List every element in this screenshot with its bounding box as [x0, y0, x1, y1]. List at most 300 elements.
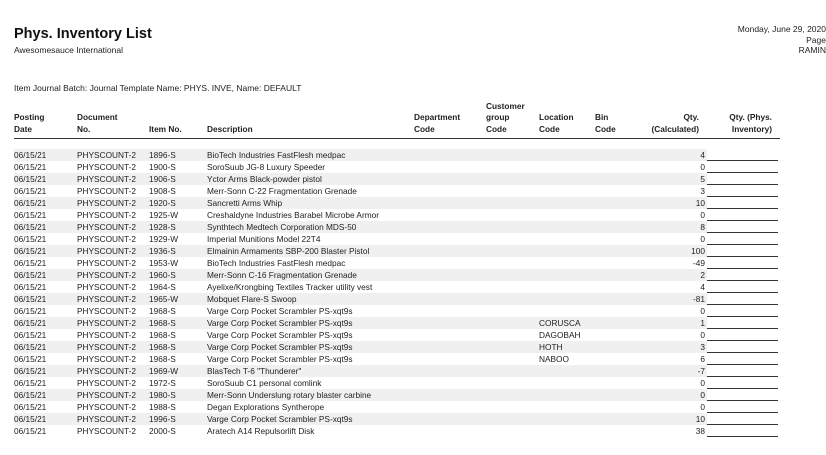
description-cell: SoroSuub JG-8 Luxury Speeder [207, 162, 326, 172]
qty-phys-inventory-cell [707, 401, 780, 413]
posting-date-cell: 06/15/21 [14, 282, 47, 292]
qty-phys-inventory-cell [707, 353, 780, 365]
location-code-cell [539, 281, 595, 293]
customer-group-code-cell [486, 173, 539, 185]
department-code-cell [414, 329, 486, 341]
qty-phys-inventory-cell [707, 281, 780, 293]
bin-code-cell [595, 197, 643, 209]
posting-date-cell: 06/15/21 [14, 378, 47, 388]
department-code-cell [414, 317, 486, 329]
table-row [14, 185, 780, 197]
department-code-cell [414, 197, 486, 209]
bin-code-cell [595, 149, 643, 161]
posting-date-cell: 06/15/21 [14, 210, 47, 220]
description-cell: Degan Explorations Syntherope [207, 402, 325, 412]
description-cell: Imperial Munitions Model 22T4 [207, 234, 321, 244]
posting-date-cell: 06/15/21 [14, 293, 77, 305]
qty-phys-inventory-cell [707, 305, 780, 317]
customer-group-code-cell [486, 257, 539, 269]
bin-code-cell [595, 221, 643, 233]
table-row [14, 425, 780, 437]
location-code-cell [539, 149, 595, 161]
qty-calculated-cell: 0 [700, 234, 705, 244]
qty-entry-line [707, 150, 778, 161]
item-no-cell: 1960-S [149, 269, 207, 281]
posting-date-cell: 06/15/21 [14, 317, 77, 329]
qty-calculated-cell: 8 [643, 221, 707, 233]
item-no-cell: 1936-S [149, 245, 207, 257]
description-cell: Merr-Sonn C-22 Fragmentation Grenade [207, 186, 357, 196]
qty-calculated-cell: 3 [700, 186, 705, 196]
description-cell: Varge Corp Pocket Scrambler PS-xqt9s [207, 317, 414, 329]
department-code-cell [414, 209, 486, 221]
qty-phys-inventory-cell [707, 209, 780, 221]
qty-calculated-cell: -49 [693, 258, 705, 268]
document-no-cell: PHYSCOUNT-2 [77, 269, 149, 281]
table-row [14, 161, 780, 173]
bin-code-cell [595, 269, 643, 281]
qty-entry-line [707, 366, 778, 377]
bin-code-cell [595, 173, 643, 185]
description-cell: BioTech Industries FastFlesh medpac [207, 149, 414, 161]
item-no-cell: 1996-S [149, 413, 207, 425]
customer-group-code-cell [486, 401, 539, 413]
document-no-cell: PHYSCOUNT-2 [77, 354, 137, 364]
description-cell: Ayelixe/Krongbing Textiles Tracker utility vest [207, 282, 373, 292]
document-no-cell: PHYSCOUNT-2 [77, 378, 137, 388]
company-name: Awesomesauce International [14, 45, 123, 55]
bin-code-cell [595, 233, 643, 245]
journal-batch-info: Item Journal Batch: Journal Template Name: PHYS. INVE, Name: DEFAULT [14, 83, 302, 93]
qty-phys-inventory-cell [707, 245, 780, 257]
qty-calculated-cell: 4 [700, 282, 705, 292]
item-no-cell: 1908-S [149, 186, 176, 196]
document-no-cell: PHYSCOUNT-2 [77, 258, 137, 268]
department-code-cell [414, 293, 486, 305]
col-qty-phys-inventory: Qty. (Phys. Inventory) [707, 100, 780, 139]
location-code-cell [539, 365, 595, 377]
customer-group-code-cell [486, 389, 539, 401]
bin-code-cell [595, 305, 643, 317]
customer-group-code-cell [486, 365, 539, 377]
posting-date-cell: 06/15/21 [14, 269, 77, 281]
description-cell: Merr-Sonn Underslung rotary blaster carbine [207, 389, 414, 401]
table-row [14, 365, 780, 377]
posting-date-cell: 06/15/21 [14, 221, 77, 233]
qty-calculated-cell: 2 [643, 269, 707, 281]
qty-phys-inventory-cell [707, 341, 780, 353]
col-item-no: Item No. [149, 100, 207, 139]
qty-calculated-cell: 1 [643, 317, 707, 329]
posting-date-cell: 06/15/21 [14, 330, 47, 340]
document-no-cell: PHYSCOUNT-2 [77, 210, 137, 220]
bin-code-cell [595, 293, 643, 305]
qty-entry-line [707, 210, 778, 221]
user-id: RAMIN [798, 45, 826, 55]
qty-calculated-cell: -81 [643, 293, 707, 305]
table-row [14, 197, 780, 209]
department-code-cell [414, 149, 486, 161]
bin-code-cell [595, 209, 643, 221]
table-row [14, 377, 780, 389]
qty-entry-line [707, 222, 778, 233]
bin-code-cell [595, 317, 643, 329]
item-no-cell: 1896-S [149, 149, 207, 161]
qty-calculated-cell: 3 [643, 341, 707, 353]
qty-entry-line [707, 270, 778, 281]
qty-phys-inventory-cell [707, 221, 780, 233]
report-date: Monday, June 29, 2020 [737, 24, 826, 34]
table-row [14, 401, 780, 413]
department-code-cell [414, 185, 486, 197]
customer-group-code-cell [486, 161, 539, 173]
location-code-cell: CORUSCA [539, 317, 595, 329]
qty-calculated-cell: 10 [643, 413, 707, 425]
posting-date-cell: 06/15/21 [14, 258, 47, 268]
qty-phys-inventory-cell [707, 185, 780, 197]
bin-code-cell [595, 329, 643, 341]
posting-date-cell: 06/15/21 [14, 234, 47, 244]
item-no-cell: 1968-S [149, 341, 207, 353]
document-no-cell: PHYSCOUNT-2 [77, 282, 137, 292]
posting-date-cell: 06/15/21 [14, 365, 77, 377]
table-row [14, 149, 780, 161]
location-code-cell [539, 401, 595, 413]
description-cell: Varge Corp Pocket Scrambler PS-xqt9s [207, 306, 353, 316]
item-no-cell: 2000-S [149, 426, 176, 436]
qty-entry-line [707, 282, 778, 293]
qty-entry-line [707, 426, 778, 437]
qty-calculated-cell: 38 [695, 426, 705, 436]
customer-group-code-cell [486, 317, 539, 329]
location-code-cell [539, 185, 595, 197]
qty-phys-inventory-cell [707, 173, 780, 185]
description-cell: Varge Corp Pocket Scrambler PS-xqt9s [207, 341, 414, 353]
description-cell: Mobquet Flare-S Swoop [207, 293, 414, 305]
department-code-cell [414, 233, 486, 245]
description-cell: Varge Corp Pocket Scrambler PS-xqt9s [207, 330, 353, 340]
table-row [14, 209, 780, 221]
description-cell: BlasTech T-6 "Thunderer" [207, 365, 414, 377]
customer-group-code-cell [486, 209, 539, 221]
department-code-cell [414, 365, 486, 377]
location-code-cell [539, 413, 595, 425]
location-code-cell: DAGOBAH [539, 330, 581, 340]
posting-date-cell: 06/15/21 [14, 402, 47, 412]
document-no-cell: PHYSCOUNT-2 [77, 234, 137, 244]
customer-group-code-cell [486, 221, 539, 233]
col-bin-code: Bin Code [595, 100, 643, 139]
qty-entry-line [707, 402, 778, 413]
qty-calculated-cell: 10 [643, 197, 707, 209]
bin-code-cell [595, 161, 643, 173]
qty-entry-line [707, 378, 778, 389]
item-no-cell: 1969-W [149, 365, 207, 377]
inventory-table [14, 100, 780, 437]
item-no-cell: 1968-S [149, 354, 176, 364]
document-no-cell: PHYSCOUNT-2 [77, 426, 137, 436]
posting-date-cell: 06/15/21 [14, 173, 77, 185]
location-code-cell [539, 221, 595, 233]
customer-group-code-cell [486, 149, 539, 161]
bin-code-cell [595, 401, 643, 413]
item-no-cell: 1964-S [149, 282, 176, 292]
department-code-cell [414, 305, 486, 317]
customer-group-code-cell [486, 425, 539, 437]
item-no-cell: 1965-W [149, 293, 207, 305]
customer-group-code-cell [486, 293, 539, 305]
col-document-no: Document No. [77, 100, 149, 139]
report-title: Phys. Inventory List [14, 26, 152, 42]
bin-code-cell [595, 389, 643, 401]
qty-phys-inventory-cell [707, 365, 780, 377]
customer-group-code-cell [486, 413, 539, 425]
qty-calculated-cell: 0 [700, 162, 705, 172]
qty-calculated-cell: 0 [700, 306, 705, 316]
document-no-cell: PHYSCOUNT-2 [77, 317, 149, 329]
page-label: Page [806, 34, 826, 45]
department-code-cell [414, 389, 486, 401]
document-no-cell: PHYSCOUNT-2 [77, 306, 137, 316]
qty-phys-inventory-cell [707, 149, 780, 161]
qty-entry-line [707, 414, 778, 425]
document-no-cell: PHYSCOUNT-2 [77, 173, 149, 185]
qty-entry-line [707, 186, 778, 197]
qty-phys-inventory-cell [707, 233, 780, 245]
description-cell: Aratech A14 Repulsorlift Disk [207, 426, 315, 436]
posting-date-cell: 06/15/21 [14, 354, 47, 364]
qty-entry-line [707, 174, 778, 185]
department-code-cell [414, 221, 486, 233]
col-customer-group-code: Customer group Code [486, 100, 539, 139]
bin-code-cell [595, 425, 643, 437]
qty-phys-inventory-cell [707, 293, 780, 305]
col-department-code: Department Code [414, 100, 486, 139]
qty-phys-inventory-cell [707, 269, 780, 281]
item-no-cell: 1906-S [149, 173, 207, 185]
table-row [14, 329, 780, 341]
customer-group-code-cell [486, 269, 539, 281]
qty-entry-line [707, 342, 778, 353]
item-no-cell: 1968-S [149, 317, 207, 329]
item-no-cell: 1925-W [149, 210, 179, 220]
qty-calculated-cell: 5 [643, 173, 707, 185]
qty-phys-inventory-cell [707, 389, 780, 401]
qty-entry-line [707, 306, 778, 317]
department-code-cell [414, 281, 486, 293]
posting-date-cell: 06/15/21 [14, 389, 77, 401]
location-code-cell: NABOO [539, 354, 569, 364]
qty-entry-line [707, 354, 778, 365]
qty-entry-line [707, 390, 778, 401]
qty-calculated-cell: 0 [643, 389, 707, 401]
document-no-cell: PHYSCOUNT-2 [77, 197, 149, 209]
posting-date-cell: 06/15/21 [14, 162, 47, 172]
posting-date-cell: 06/15/21 [14, 186, 47, 196]
customer-group-code-cell [486, 341, 539, 353]
location-code-cell [539, 377, 595, 389]
item-no-cell: 1980-S [149, 389, 207, 401]
qty-entry-line [707, 198, 778, 209]
location-code-cell [539, 257, 595, 269]
department-code-cell [414, 173, 486, 185]
qty-calculated-cell: 6 [700, 354, 705, 364]
location-code-cell [539, 197, 595, 209]
customer-group-code-cell [486, 233, 539, 245]
bin-code-cell [595, 413, 643, 425]
location-code-cell [539, 209, 595, 221]
table-row [14, 221, 780, 233]
qty-phys-inventory-cell [707, 317, 780, 329]
location-code-cell [539, 161, 595, 173]
location-code-cell [539, 269, 595, 281]
description-cell: BioTech Industries FastFlesh medpac [207, 258, 346, 268]
description-cell: Synthtech Medtech Corporation MDS-50 [207, 221, 414, 233]
qty-phys-inventory-cell [707, 377, 780, 389]
bin-code-cell [595, 365, 643, 377]
qty-phys-inventory-cell [707, 413, 780, 425]
document-no-cell: PHYSCOUNT-2 [77, 413, 149, 425]
col-description: Description [207, 100, 414, 139]
qty-calculated-cell: 100 [643, 245, 707, 257]
department-code-cell [414, 245, 486, 257]
table-row [14, 389, 780, 401]
table-row [14, 281, 780, 293]
qty-entry-line [707, 294, 778, 305]
description-cell: Elmainin Armaments SBP-200 Blaster Pistol [207, 245, 414, 257]
qty-entry-line [707, 330, 778, 341]
document-no-cell: PHYSCOUNT-2 [77, 341, 149, 353]
customer-group-code-cell [486, 377, 539, 389]
qty-phys-inventory-cell [707, 425, 780, 437]
department-code-cell [414, 341, 486, 353]
qty-entry-line [707, 318, 778, 329]
document-no-cell: PHYSCOUNT-2 [77, 402, 137, 412]
description-cell: Yctor Arms Black-powder pistol [207, 173, 414, 185]
bin-code-cell [595, 245, 643, 257]
customer-group-code-cell [486, 185, 539, 197]
document-no-cell: PHYSCOUNT-2 [77, 389, 149, 401]
department-code-cell [414, 161, 486, 173]
table-row [14, 269, 780, 281]
posting-date-cell: 06/15/21 [14, 149, 77, 161]
item-no-cell: 1953-W [149, 258, 179, 268]
qty-entry-line [707, 258, 778, 269]
col-posting-date: Posting Date [14, 100, 77, 139]
table-row [14, 317, 780, 329]
document-no-cell: PHYSCOUNT-2 [77, 221, 149, 233]
posting-date-cell: 06/15/21 [14, 426, 47, 436]
description-cell: SoroSuub C1 personal comlink [207, 378, 322, 388]
description-cell: Creshaldyne Industries Barabel Microbe Armor [207, 210, 380, 220]
department-code-cell [414, 413, 486, 425]
table-row [14, 257, 780, 269]
customer-group-code-cell [486, 353, 539, 365]
document-no-cell: PHYSCOUNT-2 [77, 330, 137, 340]
item-no-cell: 1928-S [149, 221, 207, 233]
location-code-cell: HOTH [539, 341, 595, 353]
table-row [14, 305, 780, 317]
document-no-cell: PHYSCOUNT-2 [77, 293, 149, 305]
report-meta [706, 24, 826, 56]
bin-code-cell [595, 257, 643, 269]
location-code-cell [539, 245, 595, 257]
table-row [14, 413, 780, 425]
location-code-cell [539, 173, 595, 185]
location-code-cell [539, 233, 595, 245]
qty-calculated-cell: 4 [643, 149, 707, 161]
item-no-cell: 1968-S [149, 306, 176, 316]
document-no-cell: PHYSCOUNT-2 [77, 245, 149, 257]
table-row [14, 341, 780, 353]
location-code-cell [539, 389, 595, 401]
qty-calculated-cell: 0 [700, 402, 705, 412]
item-no-cell: 1920-S [149, 197, 207, 209]
qty-phys-inventory-cell [707, 257, 780, 269]
qty-phys-inventory-cell [707, 197, 780, 209]
department-code-cell [414, 401, 486, 413]
location-code-cell [539, 293, 595, 305]
location-code-cell [539, 425, 595, 437]
table-row [14, 233, 780, 245]
table-row [14, 245, 780, 257]
posting-date-cell: 06/15/21 [14, 413, 77, 425]
table-row [14, 173, 780, 185]
description-cell: Varge Corp Pocket Scrambler PS-xqt9s [207, 354, 353, 364]
posting-date-cell: 06/15/21 [14, 306, 47, 316]
table-row [14, 293, 780, 305]
document-no-cell: PHYSCOUNT-2 [77, 365, 149, 377]
item-no-cell: 1988-S [149, 402, 176, 412]
col-qty-calculated: Qty. (Calculated) [643, 100, 707, 139]
bin-code-cell [595, 281, 643, 293]
bin-code-cell [595, 185, 643, 197]
item-no-cell: 1972-S [149, 378, 176, 388]
item-no-cell: 1900-S [149, 162, 176, 172]
department-code-cell [414, 377, 486, 389]
posting-date-cell: 06/15/21 [14, 197, 77, 209]
document-no-cell: PHYSCOUNT-2 [77, 149, 149, 161]
customer-group-code-cell [486, 281, 539, 293]
qty-calculated-cell: 0 [700, 210, 705, 220]
qty-entry-line [707, 234, 778, 245]
description-cell: Sancretti Arms Whip [207, 197, 414, 209]
description-cell: Varge Corp Pocket Scrambler PS-xqt9s [207, 413, 414, 425]
table-header-row [14, 100, 780, 139]
location-code-cell [539, 305, 595, 317]
department-code-cell [414, 257, 486, 269]
qty-phys-inventory-cell [707, 329, 780, 341]
bin-code-cell [595, 341, 643, 353]
posting-date-cell: 06/15/21 [14, 245, 77, 257]
qty-calculated-cell: -7 [643, 365, 707, 377]
customer-group-code-cell [486, 245, 539, 257]
document-no-cell: PHYSCOUNT-2 [77, 186, 137, 196]
customer-group-code-cell [486, 305, 539, 317]
qty-phys-inventory-cell [707, 161, 780, 173]
col-location-code: Location Code [539, 100, 595, 139]
qty-entry-line [707, 162, 778, 173]
description-cell: Merr-Sonn C-16 Fragmentation Grenade [207, 269, 414, 281]
table-row [14, 353, 780, 365]
posting-date-cell: 06/15/21 [14, 341, 77, 353]
item-no-cell: 1929-W [149, 234, 179, 244]
document-no-cell: PHYSCOUNT-2 [77, 162, 137, 172]
qty-entry-line [707, 246, 778, 257]
department-code-cell [414, 425, 486, 437]
department-code-cell [414, 353, 486, 365]
customer-group-code-cell [486, 329, 539, 341]
